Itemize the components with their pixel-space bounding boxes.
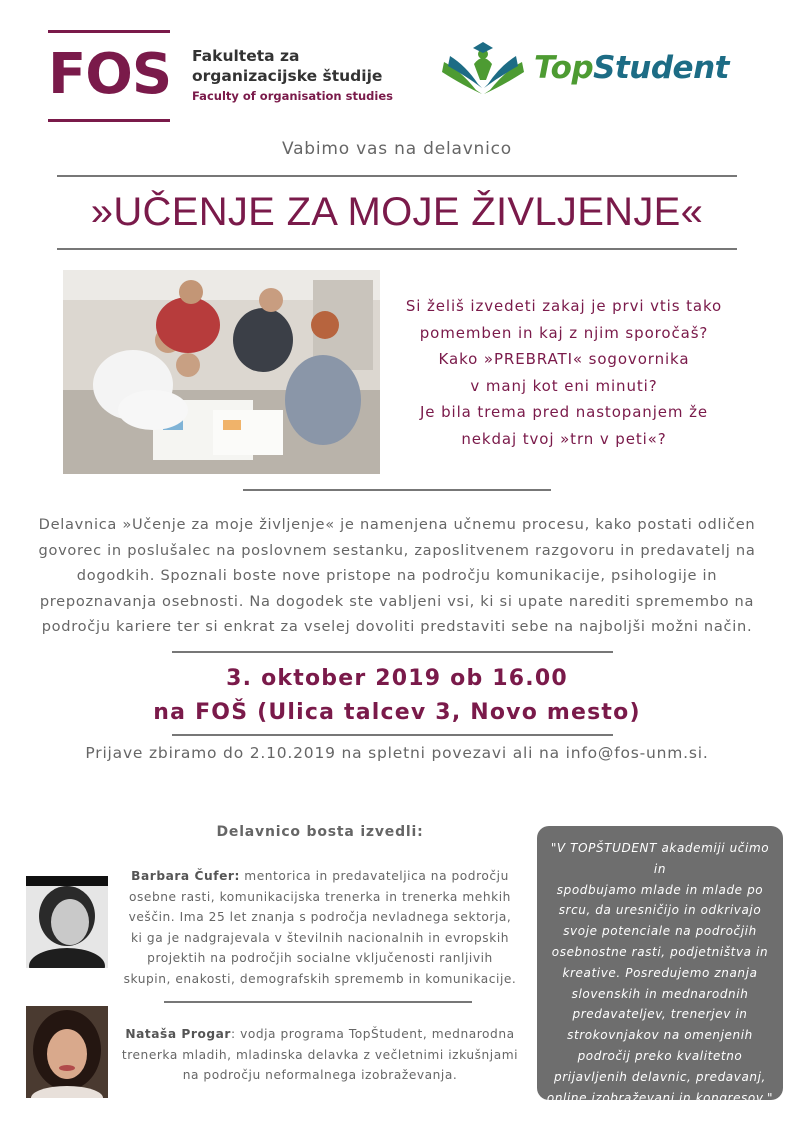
fos-name-line1: Fakulteta za — [192, 47, 300, 65]
bio-line: osebne rasti, komunikacijska trenerka in trenerka mehkih — [129, 889, 511, 904]
description-line: prepoznavanja osebnosti. Na dogodek ste vabljeni vsi, ki si upate narediti spremembo na — [39, 592, 755, 610]
bio-line: na področju neformalnega izobraževanja. — [182, 1068, 458, 1082]
question-line: v manj kot eni minuti? — [470, 376, 658, 395]
bio-text: : vodja programa TopŠtudent, mednarodna — [230, 1027, 515, 1041]
book-graduate-icon — [438, 40, 528, 100]
bio-line — [120, 866, 520, 887]
quote-line: online izobraževanj in kongresov." — [546, 1090, 774, 1105]
question-line: Si želiš izvedeti zakaj je prvi vtis tako — [405, 297, 723, 315]
fos-logo-letters: FOS — [48, 42, 172, 107]
quote-line: kreative. Posredujemo znanja — [562, 965, 758, 980]
divider — [243, 489, 551, 491]
question-line: pomemben in kaj z njim sporočaš? — [419, 323, 709, 342]
quote-line: predavateljev, trenerjev in — [572, 1007, 748, 1022]
quote-line: srcu, da uresničijo in odkrivajo — [558, 903, 762, 918]
divider — [57, 248, 737, 250]
questions-block — [400, 293, 728, 452]
question-line: Je bila trema pred nastopanjem že — [419, 403, 708, 421]
quote-line: strokovnjakov na omenjenih — [567, 1028, 753, 1043]
question-line: nekdaj tvoj »trn v peti«? — [461, 429, 667, 448]
speakers-heading: Delavnico bosta izvedli: — [216, 824, 424, 840]
fos-name-line2: organizacijske študije — [192, 67, 383, 85]
quote-line: svoje potenciale na področjih — [563, 924, 757, 939]
bio-line: veščin. Ima 25 let znanja s področja nevladnega sektorja, — [128, 910, 512, 924]
invite-text: Vabimo vas na delavnico — [281, 139, 513, 159]
question-line: Kako »PREBRATI« sogovornika — [438, 350, 690, 368]
speaker-name: Barbara Čufer: — [131, 869, 240, 883]
bio-line: projektih na področjih socialne vključenosti ranljivih — [147, 951, 493, 965]
divider — [172, 651, 613, 653]
bio-line: skupin, enakosti, demografskih sprememb in komunikacije. — [123, 971, 517, 986]
divider — [57, 175, 737, 177]
quote-line: osebnostne rasti, podjetništva in — [551, 944, 769, 959]
bio-line: ki ga je nadgrajevala v številnih nacionalnih in evropskih — [130, 930, 510, 945]
description — [32, 512, 762, 640]
bio-line — [120, 1024, 520, 1045]
topstudent-word-top: Top — [534, 50, 594, 86]
topstudent-logo — [438, 40, 738, 100]
quote-line: "V TOPŠTUDENT akademiji učimo in — [550, 841, 770, 876]
quote-line: spodbujamo mlade in mlade po — [556, 882, 764, 897]
avatar-natasa — [26, 1006, 108, 1098]
fos-logo-text — [192, 46, 393, 104]
description-line: govorec in poslušalec na poslovnem sestanku, zaposlitvenem razgovoru in predavatelj na — [38, 541, 756, 559]
description-line: Delavnica »Učenje za moje življenje« je namenjena učnemu procesu, kako postati odličen — [38, 516, 756, 533]
divider — [164, 1001, 472, 1003]
topstudent-wordmark — [534, 50, 729, 86]
quote-text — [545, 838, 775, 1108]
speaker-bio — [120, 866, 520, 989]
speaker-name: Nataša Progar — [125, 1027, 231, 1041]
event-location: na FOŠ (Ulica talcev 3, Novo mesto) — [153, 700, 641, 725]
bio-line: trenerka mladih, mladinska delavka z večletnimi izkušnjami — [121, 1047, 519, 1062]
page-title: »UČENJE ZA MOJE ŽIVLJENJE« — [90, 190, 704, 234]
quote-line: področij preko kvalitetno — [577, 1048, 743, 1063]
quote-box — [537, 826, 783, 1105]
description-line: področju kariere ter si enkrat za vselej dovoliti predstaviti sebe na najboljši možni način. — [41, 618, 753, 635]
topstudent-word-student: Student — [593, 50, 729, 86]
speaker-bio — [120, 1024, 520, 1086]
quote-line: prijavljenih delavnic, predavanj, — [554, 1069, 766, 1084]
fos-logo — [48, 30, 170, 122]
workshop-photo — [63, 270, 380, 474]
event-date: 3. oktober 2019 ob 16.00 — [226, 666, 568, 691]
quote-line: slovenskih in mednarodnih — [571, 986, 749, 1001]
bio-text: mentorica in predavateljica na področju — [239, 869, 509, 883]
divider — [172, 734, 613, 736]
fos-name-english: Faculty of organisation studies — [192, 89, 393, 103]
signup-info: Prijave zbiramo do 2.10.2019 na spletni povezavi ali na info@fos-unm.si. — [85, 744, 709, 762]
description-line: dogodkih. Spoznali boste nove pristope na področju komunikacije, psihologije in — [76, 567, 718, 584]
avatar-barbara — [26, 876, 108, 968]
